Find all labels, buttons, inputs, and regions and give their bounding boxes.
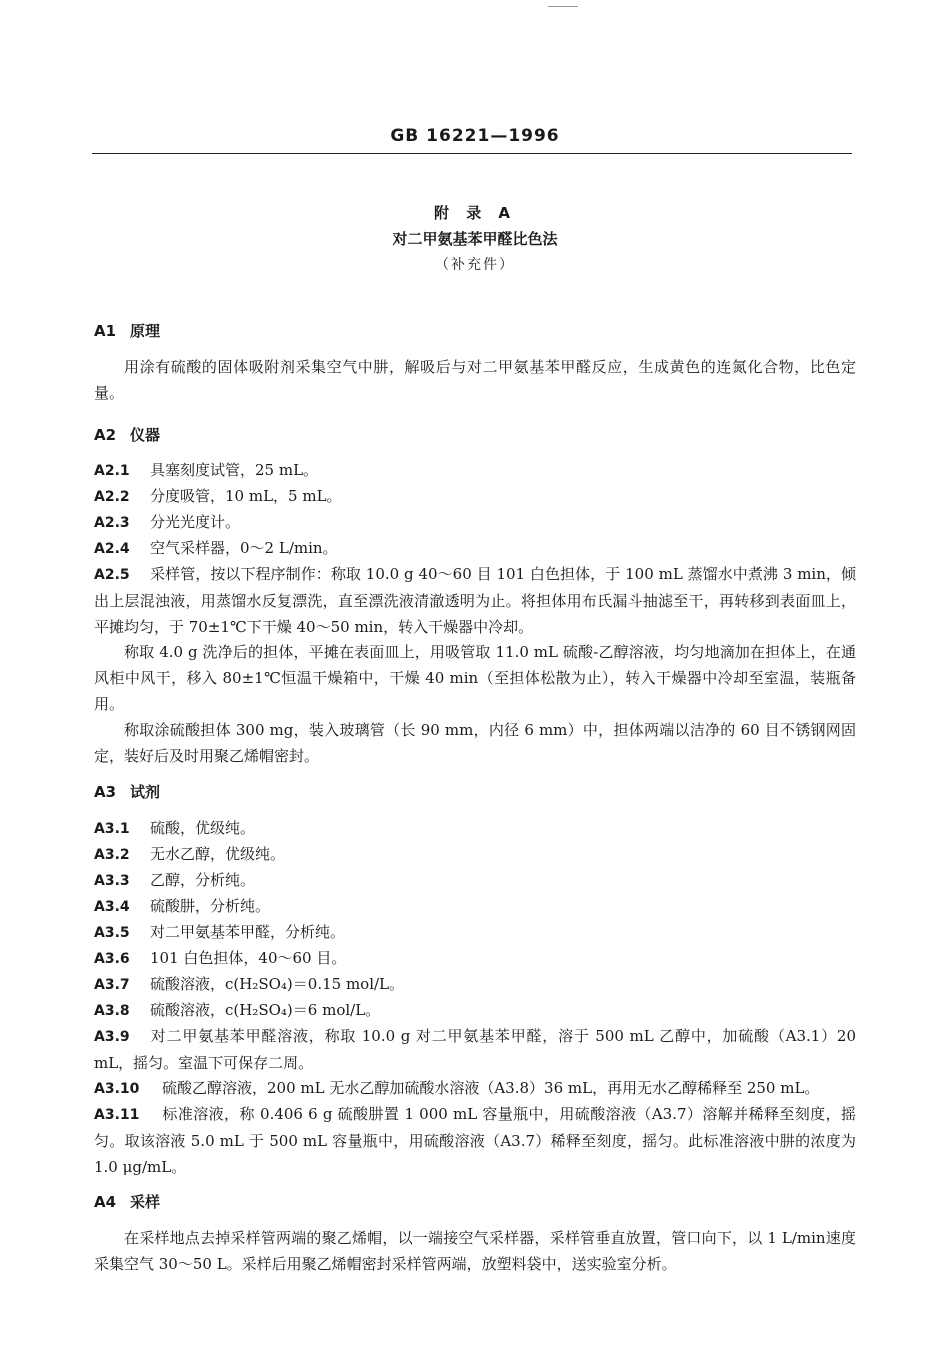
section-number: A1 [94, 322, 117, 340]
annex-label: 附 录 A [433, 204, 517, 222]
item-number: A3.10 [94, 1081, 140, 1097]
item-text: 对二甲氨基苯甲醛，分析纯。 [150, 923, 346, 941]
list-item [94, 1075, 856, 1102]
list-item [94, 815, 856, 842]
section-a4-heading [94, 1191, 160, 1212]
standard-header: GB 16221—1996 [390, 126, 560, 146]
item-text: 对二甲氨基苯甲醛溶液，称取 10.0 g 对二甲氨基苯甲醛，溶于 500 mL 乙醇中，加硫酸（A3.1）20 mL，摇匀。室温下可保存二周。 [94, 1027, 856, 1072]
list-item [94, 483, 856, 510]
item-number: A2.4 [94, 541, 130, 557]
item-text: 硫酸溶液，c(H₂SO₄)＝6 mol/L。 [150, 1001, 381, 1019]
item-number: A2.3 [94, 515, 130, 531]
item-text: 分光光度计。 [150, 513, 241, 531]
list-item [94, 945, 856, 972]
item-text: 分度吸管，10 mL，5 mL。 [150, 487, 342, 505]
item-number: A3.9 [94, 1029, 130, 1045]
list-item [94, 867, 856, 894]
section-a3-heading [94, 781, 160, 802]
item-text: 乙醇，分析纯。 [150, 871, 256, 889]
item-number: A3.2 [94, 847, 130, 863]
list-item [94, 893, 856, 920]
item-number: A2.5 [94, 567, 130, 583]
section-a2-heading [94, 424, 160, 445]
section-number: A4 [94, 1193, 117, 1211]
item-text: 具塞刻度试管，25 mL。 [150, 461, 319, 479]
header-rule [92, 153, 852, 154]
list-item [94, 457, 856, 484]
section-title: 原理 [130, 322, 161, 340]
item-text: 硫酸乙醇溶液，200 mL 无水乙醇加硫酸水溶液（A3.8）36 mL，再用无水乙醇稀释至 250 mL。 [162, 1079, 820, 1097]
section-a1-paragraph: 用涂有硫酸的固体吸附剂采集空气中肼，解吸后与对二甲氨基苯甲醛反应，生成黄色的连氮化合物，比色定量。 [94, 358, 856, 402]
list-item [94, 561, 856, 640]
item-number: A3.3 [94, 873, 130, 889]
item-number: A3.11 [94, 1107, 140, 1123]
item-number: A2.2 [94, 489, 130, 505]
list-item [94, 1023, 856, 1076]
item-text: 空气采样器，0～2 L/min。 [150, 539, 338, 557]
item-number: A3.1 [94, 821, 130, 837]
section-a2-paragraph-3: 称取涂硫酸担体 300 mg，装入玻璃管（长 90 mm，内径 6 mm）中，担体两端以洁净的 60 目不锈钢网固定，装好后及时用聚乙烯帽密封。 [94, 721, 856, 765]
item-number: A3.7 [94, 977, 130, 993]
item-text: 101 白色担体，40～60 目。 [150, 949, 347, 967]
section-title: 试剂 [130, 783, 161, 801]
item-text: 硫酸肼，分析纯。 [150, 897, 271, 915]
item-text: 标准溶液，称 0.406 6 g 硫酸肼置 1 000 mL 容量瓶中，用硫酸溶液（A3.7）溶解并稀释至刻度，摇匀。取该溶液 5.0 mL 于 500 mL 容量瓶中，用硫酸溶液（A3.7）稀释至刻度，摇匀。此标准溶液中肼的浓度为 1.0 μg/mL。 [94, 1105, 857, 1176]
item-text: 硫酸溶液，c(H₂SO₄)＝0.15 mol/L。 [150, 975, 405, 993]
list-item [94, 919, 856, 946]
annex-title: 对二甲氨基苯甲醛比色法 [392, 230, 558, 248]
list-item [94, 535, 856, 562]
list-item [94, 971, 856, 998]
item-number: A2.1 [94, 463, 130, 479]
item-number: A3.5 [94, 925, 130, 941]
section-a2-paragraph-2: 称取 4.0 g 洗净后的担体，平摊在表面皿上，用吸管取 11.0 mL 硫酸-乙醇溶液，均匀地滴加在担体上，在通风柜中风干，移入 80±1℃恒温干燥箱中，干燥 40 min（至担体松散为止），转入干燥器中冷却至室温，装瓶备用。 [94, 643, 856, 713]
section-a4-paragraph: 在采样地点去掉采样管两端的聚乙烯帽，以一端接空气采样器，采样管垂直放置，管口向下，以 1 L/min速度采集空气 30～50 L。采样后用聚乙烯帽密封采样管两端，放塑料袋中，送实验室分析。 [94, 1229, 856, 1273]
annex-subtitle: （补充件） [435, 257, 515, 273]
item-text: 硫酸，优级纯。 [150, 819, 256, 837]
top-mark [548, 6, 578, 7]
section-number: A2 [94, 426, 117, 444]
list-item [94, 1101, 856, 1180]
list-item [94, 997, 856, 1024]
item-number: A3.8 [94, 1003, 130, 1019]
item-number: A3.4 [94, 899, 130, 915]
item-text: 采样管，按以下程序制作：称取 10.0 g 40～60 目 101 白色担体，于 100 mL 蒸馏水中煮沸 3 min，倾出上层混浊液，用蒸馏水反复漂洗，直至漂洗液清澈透明为止。将担体用布氏漏斗抽滤至干，再转移到表面皿上，平摊均匀，于 70±1℃下干燥 40～50 min，转入干燥器中冷却。 [94, 565, 856, 636]
item-number: A3.6 [94, 951, 130, 967]
list-item [94, 509, 856, 536]
item-text: 无水乙醇，优级纯。 [150, 845, 286, 863]
list-item [94, 841, 856, 868]
section-number: A3 [94, 783, 117, 801]
section-title: 仪器 [130, 426, 161, 444]
section-title: 采样 [130, 1193, 161, 1211]
section-a1-heading [94, 320, 160, 341]
